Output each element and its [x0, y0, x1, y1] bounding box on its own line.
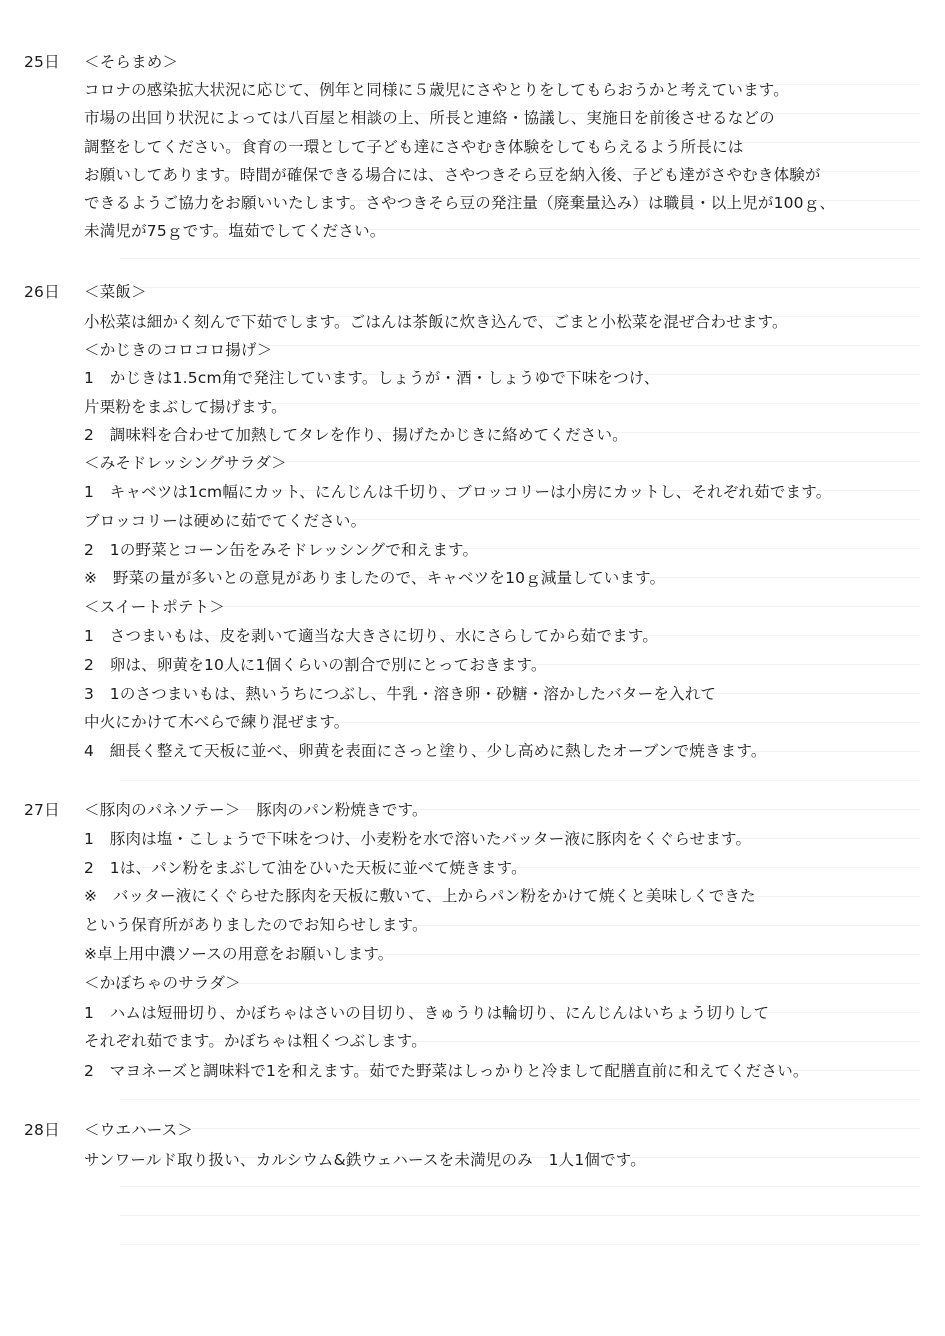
dish-heading: ＜かぼちゃのサラダ＞ [84, 974, 241, 992]
day-label: 26日 [24, 283, 60, 301]
text-line: 2 1の野菜とコーン缶をみそドレッシングで和えます。 [84, 541, 479, 559]
text-line: 1 さつまいもは、皮を剥いて適当な大きさに切り、水にさらしてから茹でます。 [84, 627, 659, 645]
text-line: 調整をしてください。食育の一環として子ども達にさやむき体験をしてもらえるよう所長には [84, 138, 744, 156]
dish-heading: ＜スイートポテト＞ [84, 598, 225, 616]
text-line: それぞれ茹でます。かぼちゃは粗くつぶします。 [84, 1032, 427, 1050]
dish-heading: ＜ウエハース＞ [84, 1121, 194, 1139]
text-line: 4 細長く整えて天板に並べ、卵黄を表面にさっと塗り、少し高めに熱したオーブンで焼きます。 [84, 742, 767, 760]
text-line: 2 1は、パン粉をまぶして油をひいた天板に並べて焼きます。 [84, 859, 527, 877]
dish-heading: ＜みそドレッシングサラダ＞ [84, 454, 287, 472]
dish-heading: ＜かじきのコロコロ揚げ＞ [84, 341, 273, 359]
dish-heading: ＜そらまめ＞ [84, 53, 179, 71]
text-line: 市場の出回り状況によっては八百屋と相談の上、所長と連絡・協議し、実施日を前後させるなどの [84, 109, 775, 127]
dish-heading: ＜豚肉のパネソテー＞ 豚肉のパン粉焼きです。 [84, 801, 428, 819]
text-line: 中火にかけて木べらで練り混ぜます。 [84, 713, 350, 731]
text-line: 片栗粉をまぶして揚げます。 [84, 398, 287, 416]
text-line: 1 かじきは1.5cm角で発注しています。しょうが・酒・しょうゆで下味をつけ、 [84, 369, 660, 387]
day-label: 27日 [24, 801, 60, 819]
text-line: ブロッコリーは硬めに茹でてください。 [84, 512, 367, 530]
text-line: 1 キャベツは1cm幅にカット、にんじんは千切り、ブロッコリーは小房にカットし、それぞれ茹でます。 [84, 483, 832, 501]
text-line: 2 卵は、卵黄を10人に1個くらいの割合で別にとっておきます。 [84, 656, 547, 674]
day-label: 28日 [24, 1121, 60, 1139]
text-line: 未満児が75ｇです。塩茹でしてください。 [84, 222, 386, 240]
text-line: コロナの感染拡大状況に応じて、例年と同様に５歳児にさやとりをしてもらおうかと考えています。 [84, 81, 789, 99]
text-line: という保育所がありましたのでお知らせします。 [84, 916, 428, 934]
note-line: ※ 野菜の量が多いとの意見がありましたので、キャベツを10ｇ減量しています。 [84, 569, 666, 587]
text-line: 3 1のさつまいもは、熱いうちにつぶし、牛乳・溶き卵・砂糖・溶かしたバターを入れて [84, 685, 717, 703]
text-line: 2 調味料を合わせて加熱してタレを作り、揚げたかじきに絡めてください。 [84, 426, 628, 444]
dish-heading: ＜菜飯＞ [84, 283, 147, 301]
text-line: できるようご協力をお願いいたします。さやつきそら豆の発注量（廃棄量込み）は職員・以上児が100ｇ、 [84, 194, 836, 212]
note-line: ※ バッター液にくぐらせた豚肉を天板に敷いて、上からパン粉をかけて焼くと美味しくできた [84, 887, 756, 905]
text-line: 小松菜は細かく刻んで下茹でします。ごはんは茶飯に炊き込んで、ごまと小松菜を混ぜ合わせます。 [84, 313, 788, 331]
note-line: ※卓上用中濃ソースの用意をお願いします。 [84, 945, 394, 963]
text-line: 1 豚肉は塩・こしょうで下味をつけ、小麦粉を水で溶いたバッター液に豚肉をくぐらせます。 [84, 830, 752, 848]
text-line: お願いしてあります。時間が確保できる場合には、さやつきそら豆を納入後、子ども達がさやむき体験が [84, 166, 821, 184]
text-line: 2 マヨネーズと調味料で1を和えます。茹でた野菜はしっかりと冷まして配膳直前に和えてください。 [84, 1062, 809, 1080]
day-label: 25日 [24, 53, 60, 71]
text-line: サンワールド取り扱い、カルシウム&鉄ウェハースを未満児のみ 1人1個です。 [84, 1151, 646, 1169]
text-line: 1 ハムは短冊切り、かぼちゃはさいの目切り、きゅうりは輪切り、にんじんはいちょう切りして [84, 1004, 770, 1022]
